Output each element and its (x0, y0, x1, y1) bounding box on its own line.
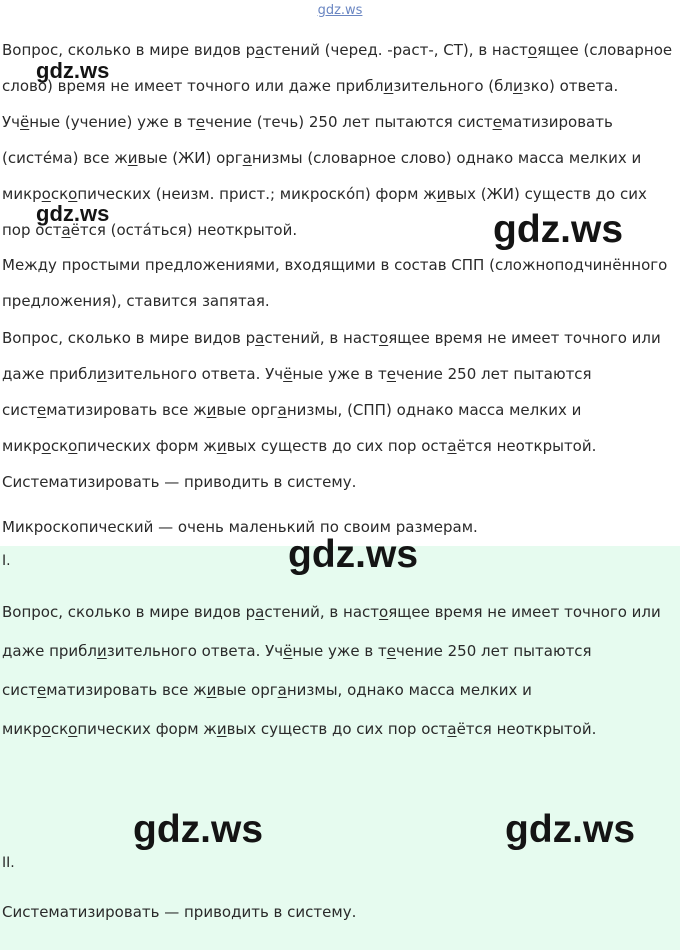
section-label-2: II. (2, 855, 15, 871)
analysis-paragraph: Вопрос, сколько в мире видов растений (черед. -раст-, СТ), в настоящее (словарное слово) время не имеет точного или даже приблизительного (близко) ответа. Учёные (учение) уже в течение (течь) 250 лет пытаются систематизировать (систе́ма) все живые (ЖИ) организмы (словарное слово) однако масса мелких и микроскопических (неизм. прист.; микроско́п) форм живых (ЖИ) существ до сих пор остаётся (оста́ться) неоткрытой. (2, 41, 673, 239)
watermark: gdz.ws (493, 208, 624, 251)
punctuation-rule: Между простыми предложениями, входящими в состав СПП (сложноподчинённого предложения), ставится запятая. (2, 256, 668, 310)
watermark: gdz.ws (133, 808, 264, 851)
section-label-1: I. (2, 553, 11, 569)
watermark: gdz.ws (36, 201, 110, 226)
watermark: gdz.ws (36, 58, 110, 83)
final-definition: Систематизировать — приводить в систему. (2, 903, 357, 921)
watermark: gdz.ws (288, 533, 419, 576)
definition-systematize: Систематизировать — приводить в систему. (2, 473, 357, 491)
definition-microscopic: Микроскопический — очень маленький по своим размерам. (2, 518, 478, 536)
watermark: gdz.ws (505, 808, 636, 851)
final-answer-paragraph: Вопрос, сколько в мире видов растений, в настоящее время не имеет точного или даже приблизительного ответа. Учёные уже в течение 250 лет пытаются систематизировать все живые организмы, однако масса мелких и микроскопических форм живых существ до сих пор остаётся неоткрытой. (2, 603, 661, 738)
corrected-paragraph: Вопрос, сколько в мире видов растений, в настоящее время не имеет точного или даже приблизительного ответа. Учёные уже в течение 250 лет пытаются систематизировать все живые организмы, (СПП) однако масса мелких и микроскопических форм живых существ до сих пор остаётся неоткрытой. (2, 329, 661, 455)
site-logo-link[interactable]: gdz.ws (317, 3, 363, 18)
